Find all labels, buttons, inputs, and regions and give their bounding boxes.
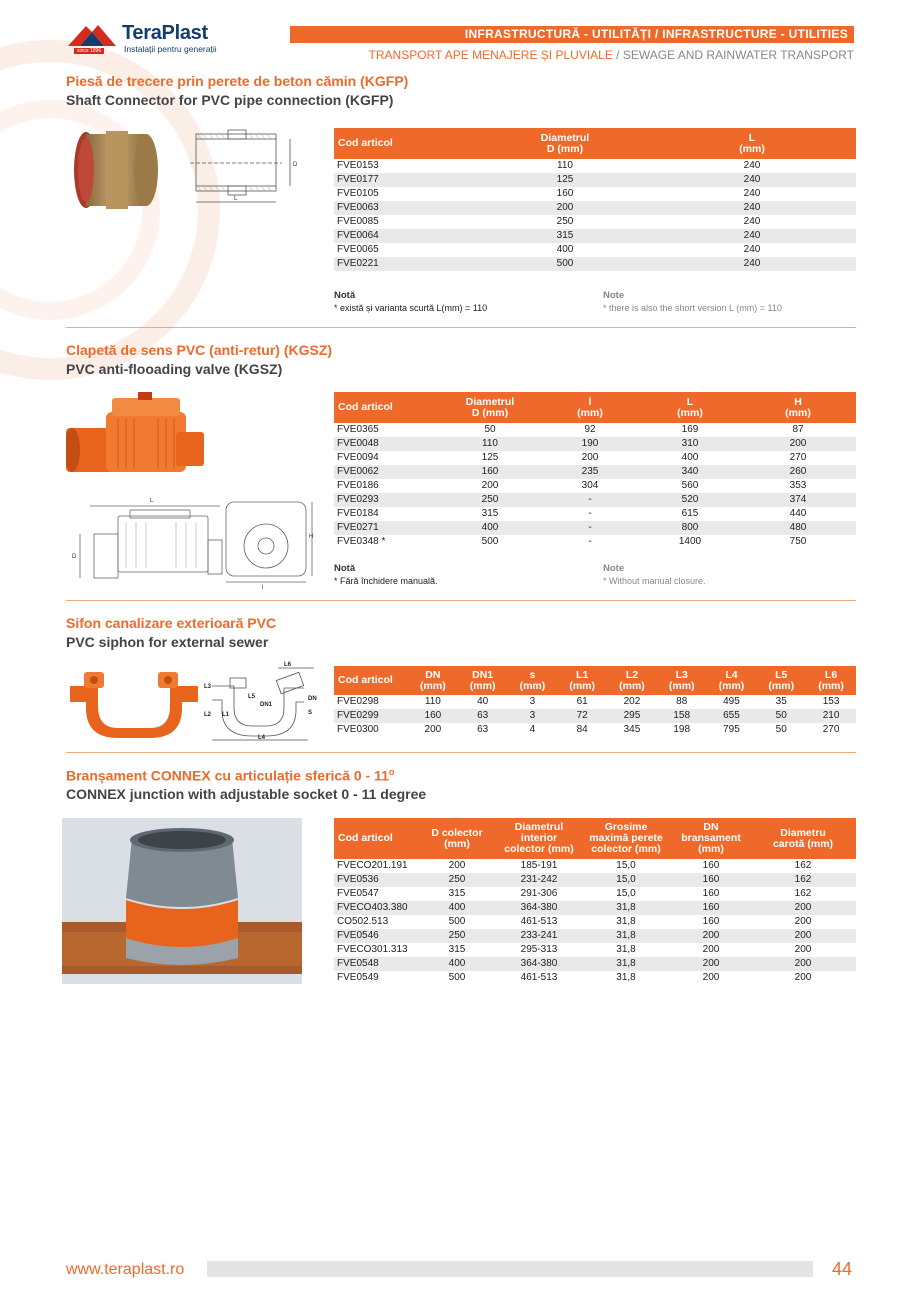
table-row bbox=[334, 709, 856, 723]
table-cell: 240 bbox=[648, 201, 856, 215]
table-row bbox=[334, 971, 856, 985]
table-cell: 400 bbox=[556, 244, 574, 255]
table-cell: 364-380 bbox=[498, 957, 580, 971]
siphon-th-l4: L4 (mm) bbox=[707, 666, 757, 695]
table-cell: 340 bbox=[640, 465, 740, 479]
table-cell: 84 bbox=[576, 724, 588, 735]
table-cell: 270 bbox=[822, 724, 840, 735]
table-cell: 160 bbox=[702, 860, 720, 871]
table-row bbox=[334, 173, 856, 187]
kgfp-th-code: Cod articol bbox=[334, 128, 482, 159]
table-cell: 160 bbox=[408, 709, 458, 723]
table-row bbox=[334, 493, 856, 507]
table-cell: 291-306 bbox=[520, 888, 558, 899]
table-cell: 240 bbox=[743, 188, 761, 199]
kgfp-th-diameter: Diametrul D (mm) bbox=[482, 128, 648, 159]
table-cell: 655 bbox=[707, 709, 757, 723]
table-cell: - bbox=[540, 521, 640, 535]
table-cell: 31,8 bbox=[580, 929, 672, 943]
table-cell: 162 bbox=[794, 888, 812, 899]
connex-title-ro: Branșament CONNEX cu articulație sferică 0 - 11$^o$ bbox=[66, 767, 395, 784]
kgsz-note-label-en: Note bbox=[603, 563, 625, 574]
table-cell: 190 bbox=[540, 437, 640, 451]
product-code-cell: FVE0184 bbox=[337, 508, 379, 519]
table-cell: - bbox=[540, 493, 640, 507]
table-cell: 374 bbox=[740, 493, 856, 507]
siphon-th-dn1: DN1 (mm) bbox=[458, 666, 508, 695]
product-code-cell: FVE0153 bbox=[337, 160, 379, 171]
siphon-diagram-label-l1: L1 bbox=[222, 712, 230, 718]
brand-logo[interactable] bbox=[66, 22, 266, 58]
table-cell: 750 bbox=[789, 536, 807, 547]
siphon-th-l6: L6 (mm) bbox=[806, 666, 856, 695]
siphon-table bbox=[334, 666, 856, 737]
table-cell: 87 bbox=[792, 424, 804, 435]
table-cell: 240 bbox=[648, 257, 856, 271]
table-cell: 315 bbox=[482, 229, 648, 243]
table-row bbox=[334, 521, 856, 535]
table-cell: 250 bbox=[416, 873, 498, 887]
table-cell: 200 bbox=[672, 929, 750, 943]
kgfp-title-en: Shaft Connector for PVC pipe connection (KGFP) bbox=[66, 92, 394, 108]
siphon-diagram-label-s: S bbox=[308, 710, 313, 716]
kgfp-note-en: * there is also the short version L (mm) = 110 bbox=[603, 303, 782, 313]
siphon-th-l2: L2 (mm) bbox=[607, 666, 657, 695]
product-code-cell: FVE0094 bbox=[337, 452, 379, 463]
kgfp-dimension-diagram bbox=[190, 128, 302, 208]
product-code-cell: FVE0299 bbox=[334, 709, 408, 723]
table-row bbox=[334, 451, 856, 465]
table-cell: 110 bbox=[440, 437, 540, 451]
table-cell: 4 bbox=[529, 724, 536, 735]
siphon-title-ro: Sifon canalizare exterioară PVC bbox=[66, 615, 277, 631]
connex-th-0: Cod articol bbox=[334, 818, 416, 859]
table-cell: 169 bbox=[681, 424, 699, 435]
kgsz-title-ro: Clapetă de sens PVC (anti-retur) (KGSZ) bbox=[66, 342, 333, 358]
product-code-cell: FVE0186 bbox=[337, 480, 379, 491]
siphon-diagram-label-l3: L3 bbox=[204, 684, 212, 690]
siphon-product-photo bbox=[66, 664, 202, 740]
siphon-dimension-diagram bbox=[202, 660, 320, 744]
product-code-cell: FVE0298 bbox=[337, 696, 379, 707]
table-cell: 240 bbox=[743, 244, 761, 255]
table-cell: 400 bbox=[681, 452, 699, 463]
table-cell: 200 bbox=[750, 957, 856, 971]
table-cell: 400 bbox=[416, 901, 498, 915]
table-row bbox=[334, 873, 856, 887]
kgsz-title-en: PVC anti-flooading valve (KGSZ) bbox=[66, 361, 283, 377]
kgfp-th-length: L (mm) bbox=[648, 128, 856, 159]
table-cell: 200 bbox=[702, 944, 720, 955]
section-divider bbox=[66, 327, 856, 328]
table-cell: 160 bbox=[672, 901, 750, 915]
kgsz-th-code: Cod articol bbox=[334, 392, 440, 423]
header-subtitle-ro: TRANSPORT APE MENAJERE ȘI PLUVIALE bbox=[368, 48, 613, 62]
table-row bbox=[334, 535, 856, 549]
connex-product-photo bbox=[62, 818, 302, 984]
footer-bar bbox=[207, 1261, 813, 1277]
table-cell: 125 bbox=[481, 452, 499, 463]
kgfp-note-label-ro: Notă bbox=[334, 290, 356, 301]
connex-th-3: Grosime maximă perete colector (mm) bbox=[580, 818, 672, 859]
product-code-cell: FVE0546 bbox=[334, 929, 416, 943]
connex-table bbox=[334, 818, 856, 985]
table-cell: 63 bbox=[458, 709, 508, 723]
table-cell: 160 bbox=[672, 873, 750, 887]
table-cell: 233-241 bbox=[498, 929, 580, 943]
section-divider bbox=[66, 600, 856, 601]
table-cell: 200 bbox=[740, 437, 856, 451]
siphon-diagram-label-l6: L6 bbox=[284, 662, 292, 668]
kgsz-diagram-label-l: L bbox=[150, 498, 154, 504]
table-cell: 495 bbox=[723, 696, 740, 707]
table-cell: 400 bbox=[440, 521, 540, 535]
kgsz-note-label-ro: Notă bbox=[334, 563, 356, 574]
kgsz-product-photo bbox=[66, 384, 206, 486]
table-cell: 500 bbox=[482, 257, 648, 271]
table-cell: 3 bbox=[508, 709, 558, 723]
header-subtitle-sep: / bbox=[612, 48, 623, 62]
table-cell: 260 bbox=[740, 465, 856, 479]
product-code-cell: FVE0547 bbox=[337, 888, 379, 899]
table-cell: 125 bbox=[482, 173, 648, 187]
table-cell: 160 bbox=[556, 188, 574, 199]
siphon-th-dn: DN (mm) bbox=[408, 666, 458, 695]
table-cell: 31,8 bbox=[580, 901, 672, 915]
table-cell: 315 bbox=[481, 508, 499, 519]
table-row bbox=[334, 423, 856, 437]
product-code-cell: FVE0085 bbox=[337, 216, 379, 227]
kgsz-table bbox=[334, 392, 856, 549]
brand-tagline: Instalații pentru generații bbox=[124, 44, 217, 54]
product-code-cell: FVE0105 bbox=[337, 188, 379, 199]
table-row bbox=[334, 215, 856, 229]
product-code-cell: FVE0063 bbox=[334, 201, 482, 215]
table-cell: 235 bbox=[540, 465, 640, 479]
siphon-diagram-label-dn: DN bbox=[308, 696, 317, 702]
table-row bbox=[334, 201, 856, 215]
siphon-table-body bbox=[334, 695, 856, 737]
siphon-th-s: s (mm) bbox=[508, 666, 558, 695]
table-cell: - bbox=[588, 536, 592, 547]
kgfp-note-ro: * există și varianta scurtă L(mm) = 110 bbox=[334, 303, 488, 313]
table-cell: 200 bbox=[481, 480, 499, 491]
table-cell: 200 bbox=[702, 972, 720, 983]
table-cell: 110 bbox=[424, 696, 441, 707]
table-cell: 162 bbox=[750, 873, 856, 887]
table-cell: 40 bbox=[477, 696, 489, 707]
table-cell: 295 bbox=[607, 709, 657, 723]
table-row bbox=[334, 479, 856, 493]
table-cell: 200 bbox=[794, 972, 812, 983]
kgfp-product-photo bbox=[72, 128, 160, 212]
product-code-cell: FVE0221 bbox=[334, 257, 482, 271]
table-cell: 50 bbox=[775, 724, 787, 735]
table-cell: 270 bbox=[789, 452, 807, 463]
table-cell: 200 bbox=[750, 929, 856, 943]
table-row bbox=[334, 243, 856, 257]
connex-title-sup: o bbox=[388, 767, 395, 777]
table-cell: 315 bbox=[448, 888, 466, 899]
table-cell: 345 bbox=[623, 724, 641, 735]
table-row bbox=[334, 915, 856, 929]
product-code-cell: FVE0549 bbox=[337, 972, 379, 983]
table-cell: 500 bbox=[481, 536, 499, 547]
table-row bbox=[334, 957, 856, 971]
table-row bbox=[334, 187, 856, 201]
table-cell: 500 bbox=[448, 972, 466, 983]
connex-th-1: D colector (mm) bbox=[416, 818, 498, 859]
table-cell: 210 bbox=[806, 709, 856, 723]
table-row bbox=[334, 465, 856, 479]
kgfp-note-label-en: Note bbox=[603, 290, 625, 301]
table-cell: 92 bbox=[584, 424, 596, 435]
product-code-cell: FVE0365 bbox=[337, 424, 379, 435]
header-bar bbox=[290, 26, 854, 43]
table-cell: 31,8 bbox=[616, 972, 636, 983]
product-code-cell: FVE0064 bbox=[334, 229, 482, 243]
table-cell: 50 bbox=[484, 424, 496, 435]
table-cell: 440 bbox=[789, 508, 807, 519]
table-cell: 160 bbox=[702, 888, 720, 899]
connex-table-body bbox=[334, 859, 856, 985]
kgsz-th-height: H (mm) bbox=[740, 392, 856, 423]
table-cell: 364-380 bbox=[498, 901, 580, 915]
table-cell: 200 bbox=[794, 944, 812, 955]
table-cell: 61 bbox=[576, 696, 588, 707]
table-cell: 240 bbox=[743, 160, 761, 171]
page-number: 44 bbox=[832, 1259, 853, 1279]
kgsz-diagram-label-l-small: l bbox=[262, 585, 264, 590]
table-cell: 158 bbox=[657, 709, 707, 723]
product-code-cell: FVE0548 bbox=[334, 957, 416, 971]
table-cell: 353 bbox=[789, 480, 807, 491]
kgfp-diagram-label-d: D bbox=[293, 162, 298, 168]
siphon-th-code: Cod articol bbox=[334, 666, 408, 695]
table-cell: 520 bbox=[640, 493, 740, 507]
table-row bbox=[334, 695, 856, 709]
table-cell: 200 bbox=[581, 452, 599, 463]
table-cell: - bbox=[588, 508, 592, 519]
siphon-th-l1: L1 (mm) bbox=[557, 666, 607, 695]
table-cell: 250 bbox=[416, 929, 498, 943]
table-cell: 153 bbox=[822, 696, 840, 707]
table-row bbox=[334, 887, 856, 901]
table-cell: 250 bbox=[440, 493, 540, 507]
table-cell: 795 bbox=[723, 724, 740, 735]
table-cell: 315 bbox=[448, 944, 466, 955]
kgfp-table-body bbox=[334, 159, 856, 271]
table-row bbox=[334, 159, 856, 173]
kgsz-diagram-label-d: D bbox=[72, 554, 77, 560]
connex-table-header bbox=[334, 818, 856, 859]
table-cell: 162 bbox=[794, 860, 812, 871]
table-cell: 3 bbox=[529, 696, 536, 707]
table-row bbox=[334, 437, 856, 451]
kgsz-th-diameter: Diametrul D (mm) bbox=[440, 392, 540, 423]
table-cell: 50 bbox=[756, 709, 806, 723]
kgfp-diagram-label-l: L bbox=[234, 196, 238, 202]
siphon-title-en: PVC siphon for external sewer bbox=[66, 634, 269, 650]
table-row bbox=[334, 929, 856, 943]
table-cell: 240 bbox=[648, 229, 856, 243]
siphon-diagram-label-l5: L5 bbox=[248, 694, 256, 700]
siphon-th-l5: L5 (mm) bbox=[756, 666, 806, 695]
product-code-cell: FVECO301.313 bbox=[337, 944, 408, 955]
table-cell: 63 bbox=[477, 724, 489, 735]
table-cell: 110 bbox=[557, 160, 573, 171]
table-cell: 461-513 bbox=[520, 916, 558, 927]
table-cell: 231-242 bbox=[498, 873, 580, 887]
kgsz-dimension-diagram bbox=[66, 490, 320, 590]
table-cell: 88 bbox=[676, 696, 688, 707]
table-cell: 35 bbox=[775, 696, 787, 707]
table-cell: 200 bbox=[672, 957, 750, 971]
table-row bbox=[334, 229, 856, 243]
table-cell: 31,8 bbox=[616, 944, 636, 955]
table-cell: 240 bbox=[743, 216, 761, 227]
table-cell: 800 bbox=[640, 521, 740, 535]
table-cell: 200 bbox=[794, 916, 812, 927]
table-cell: 304 bbox=[581, 480, 599, 491]
table-cell: 160 bbox=[702, 916, 720, 927]
kgsz-th-length: L (mm) bbox=[640, 392, 740, 423]
product-code-cell: FVE0271 bbox=[334, 521, 440, 535]
product-code-cell: CO502.513 bbox=[337, 916, 389, 927]
table-cell: 31,8 bbox=[616, 916, 636, 927]
brand-name: TeraPlast bbox=[122, 22, 208, 44]
table-cell: 160 bbox=[440, 465, 540, 479]
kgfp-title-ro: Piesă de trecere prin perete de beton cămin (KGFP) bbox=[66, 73, 409, 89]
product-code-cell: FVE0177 bbox=[334, 173, 482, 187]
footer-url[interactable]: www.teraplast.ro bbox=[66, 1261, 185, 1278]
table-cell: 480 bbox=[740, 521, 856, 535]
connex-th-5: Diametru carotă (mm) bbox=[750, 818, 856, 859]
table-row bbox=[334, 859, 856, 873]
connex-th-2: Diametrul interior colector (mm) bbox=[498, 818, 580, 859]
product-code-cell: FVE0062 bbox=[334, 465, 440, 479]
kgsz-table-body bbox=[334, 423, 856, 549]
table-cell: 185-191 bbox=[520, 860, 558, 871]
table-cell: 310 bbox=[640, 437, 740, 451]
product-code-cell: FVE0065 bbox=[337, 244, 379, 255]
table-row bbox=[334, 943, 856, 957]
siphon-diagram-label-l4: L4 bbox=[258, 735, 266, 741]
table-cell: 200 bbox=[750, 901, 856, 915]
table-cell: 15,0 bbox=[616, 888, 636, 899]
table-row bbox=[334, 507, 856, 521]
kgfp-table bbox=[334, 128, 856, 271]
siphon-diagram-label-l2: L2 bbox=[204, 712, 212, 718]
product-code-cell: FVE0536 bbox=[334, 873, 416, 887]
product-code-cell: FVE0293 bbox=[334, 493, 440, 507]
brand-since: since 1896 bbox=[74, 48, 104, 54]
connex-title-en: CONNEX junction with adjustable socket 0 - 11 degree bbox=[66, 786, 427, 802]
product-code-cell: FVE0048 bbox=[334, 437, 440, 451]
kgsz-th-l-small: l (mm) bbox=[540, 392, 640, 423]
table-cell: 200 bbox=[448, 860, 466, 871]
table-cell: 400 bbox=[416, 957, 498, 971]
table-cell: 15,0 bbox=[616, 860, 636, 871]
table-cell: 198 bbox=[673, 724, 691, 735]
kgsz-note-ro: * Fără închidere manuală. bbox=[334, 576, 438, 586]
table-row bbox=[334, 901, 856, 915]
kgsz-diagram-label-h: H bbox=[309, 534, 314, 540]
product-code-cell: FVE0348 * bbox=[337, 536, 386, 547]
table-cell: 295-313 bbox=[520, 944, 558, 955]
siphon-diagram-label-dn1: DN1 bbox=[260, 702, 273, 708]
header-title: INFRASTRUCTURĂ - UTILITĂȚI / INFRASTRUCTURE - UTILITIES bbox=[464, 27, 848, 41]
section-divider bbox=[66, 752, 856, 753]
table-cell: 200 bbox=[482, 201, 648, 215]
table-cell: 1400 bbox=[678, 536, 702, 547]
product-code-cell: FVE0300 bbox=[337, 724, 379, 735]
connex-th-4: DN bransament (mm) bbox=[672, 818, 750, 859]
kgsz-note-en: * Without manual closure. bbox=[603, 576, 706, 586]
table-cell: 615 bbox=[681, 508, 699, 519]
table-cell: 200 bbox=[424, 724, 442, 735]
table-cell: 15,0 bbox=[580, 873, 672, 887]
table-cell: 560 bbox=[681, 480, 699, 491]
table-cell: 250 bbox=[556, 216, 574, 227]
table-row bbox=[334, 723, 856, 737]
table-cell: 72 bbox=[557, 709, 607, 723]
header-subtitle-en: SEWAGE AND RAINWATER TRANSPORT bbox=[622, 48, 854, 62]
header-subtitle bbox=[369, 48, 854, 62]
table-cell: 500 bbox=[448, 916, 466, 927]
table-cell: 240 bbox=[648, 173, 856, 187]
table-row bbox=[334, 257, 856, 271]
product-code-cell: FVECO201.191 bbox=[337, 860, 408, 871]
table-cell: 31,8 bbox=[580, 957, 672, 971]
siphon-th-l3: L3 (mm) bbox=[657, 666, 707, 695]
table-cell: 202 bbox=[623, 696, 641, 707]
table-cell: 461-513 bbox=[520, 972, 558, 983]
product-code-cell: FVECO403.380 bbox=[334, 901, 416, 915]
